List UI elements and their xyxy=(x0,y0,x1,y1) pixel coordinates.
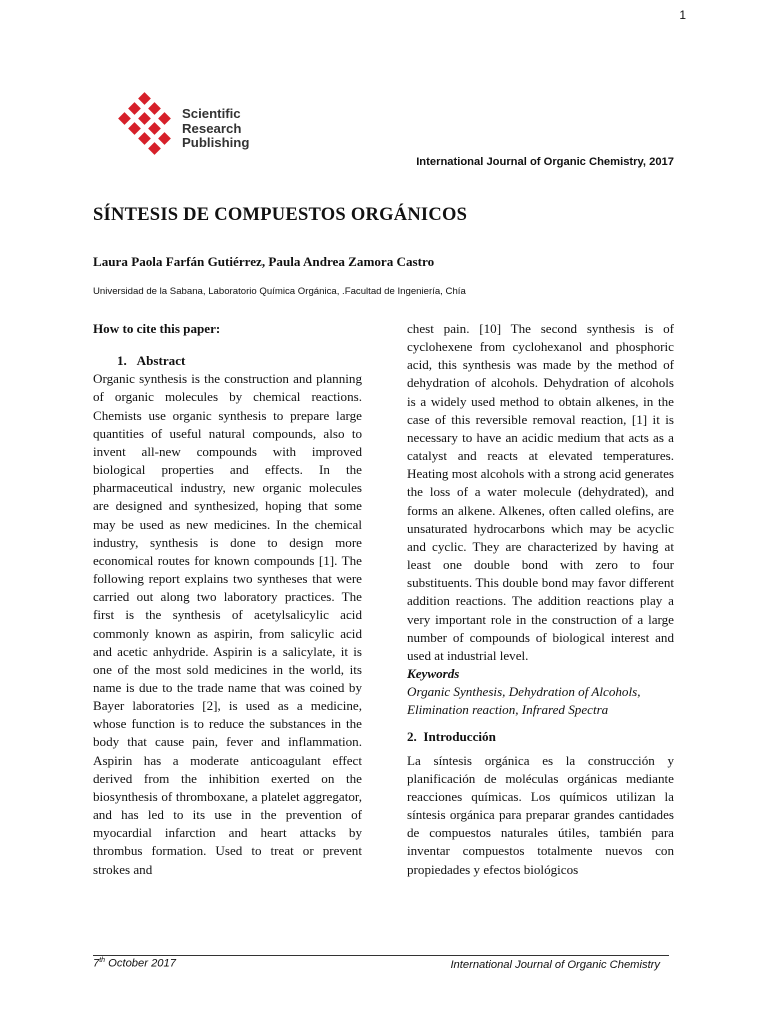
footer-date-suffix: th xyxy=(99,957,106,964)
article-affiliation: Universidad de la Sabana, Laboratorio Química Orgánica, .Facultad de Ingeniería, Chía xyxy=(93,286,466,297)
abstract-heading-label: Abstract xyxy=(136,353,186,369)
page-number: 1 xyxy=(679,8,686,22)
abstract-text-continued: chest pain. [10] The second synthesis is of cyclohexene from cyclohexanol and phosphoric acid, this synthesis was made by the method of dehydration of alcohols. Dehydration of alcohols is a widely used method to obtain alkenes, in the case of this reversible removal reaction, [1] it is necessary to have an acidic medium that acts as a catalyst and reacts at elevated temperatures. Heating most alcohols with a strong acid generates the loss of a water molecule (dehydrated), and forms an alkene. Alkenes, often called olefins, are unsaturated hydrocarbons which may be acyclic and cyclic. They are characterized by having at least one double bond with zero to four substituents. This double bond may favor different addition reactions. The addition reactions play a very important role in the construction of a large number of compounds of biological interest and used at industrial level. xyxy=(407,321,674,663)
article-authors: Laura Paola Farfán Gutiérrez, Paula Andrea Zamora Castro xyxy=(93,254,435,269)
keywords-heading: Keywords xyxy=(407,665,460,681)
article-title: SÍNTESIS DE COMPUESTOS ORGÁNICOS xyxy=(93,205,468,225)
right-column xyxy=(407,320,674,879)
abstract-heading xyxy=(93,352,362,370)
publisher-name-line1: Scientific xyxy=(182,106,241,121)
introduction-heading: 2. Introducción xyxy=(407,729,496,745)
introduction-text: La síntesis orgánica es la construcción y planificación de moléculas orgánicas mediante reacciones químicas. Los químicos utilizan la síntesis orgánica para preparar grandes cantidades de compuestos naturales útiles, también para inventar compuestos totalmente nuevos con propiedades y efectos biológicos xyxy=(407,752,674,877)
abstract-text: Organic synthesis is the construction and planning of organic molecules by chemical reactions. Chemists use organic synthesis to prepare large quantities of useful natural compounds, also to invent all-new compounds with improved biological properties and effects. In the pharmaceutical industry, new organic molecules are designed and synthesized, hoping that some may be used as new medicines. In the chemical industry, synthesis is done to design more economical routes for known compounds [1]. The following report explains two syntheses that were carried out along two laboratory practices. The first is the synthesis of acetylsalicylic acid commonly known as aspirin, from salicylic acid and acetic anhydride. Aspirin is a salicylate, it is one of the most sold medicines in the world, its name is due to the trade name that was coined by Bayer laboratories [2], is used as a medicine, whose function is to reduce the substances in the body that cause pain, fever and inflammation. Aspirin has a moderate anticoagulant effect derived from the inhibition exerted on the biosynthesis of thromboxane, a platelet aggregator, and has led to its use in the prevention of myocardial infarction and heart attacks by thrombus formation. Used to treat or prevent strokes and xyxy=(93,371,362,877)
footer-date-day: 7 xyxy=(93,957,100,970)
publisher-name xyxy=(182,107,249,151)
journal-header: International Journal of Organic Chemistry, 2017 xyxy=(416,156,674,168)
footer-date-rest: October 2017 xyxy=(105,957,176,970)
keywords-text: Organic Synthesis, Dehydration of Alcohols, Elimination reaction, Infrared Spectra xyxy=(407,684,641,718)
abstract-number: 1. xyxy=(117,353,127,369)
publisher-name-line2: Research xyxy=(182,120,242,136)
footer-divider xyxy=(93,955,669,956)
cite-heading: How to cite this paper: xyxy=(93,321,221,336)
logo-diamonds-icon xyxy=(112,92,184,162)
footer-date xyxy=(93,957,176,970)
left-column xyxy=(93,320,362,879)
publisher-name-line3: Publishing xyxy=(182,135,250,150)
footer-journal: International Journal of Organic Chemistry xyxy=(450,959,660,971)
